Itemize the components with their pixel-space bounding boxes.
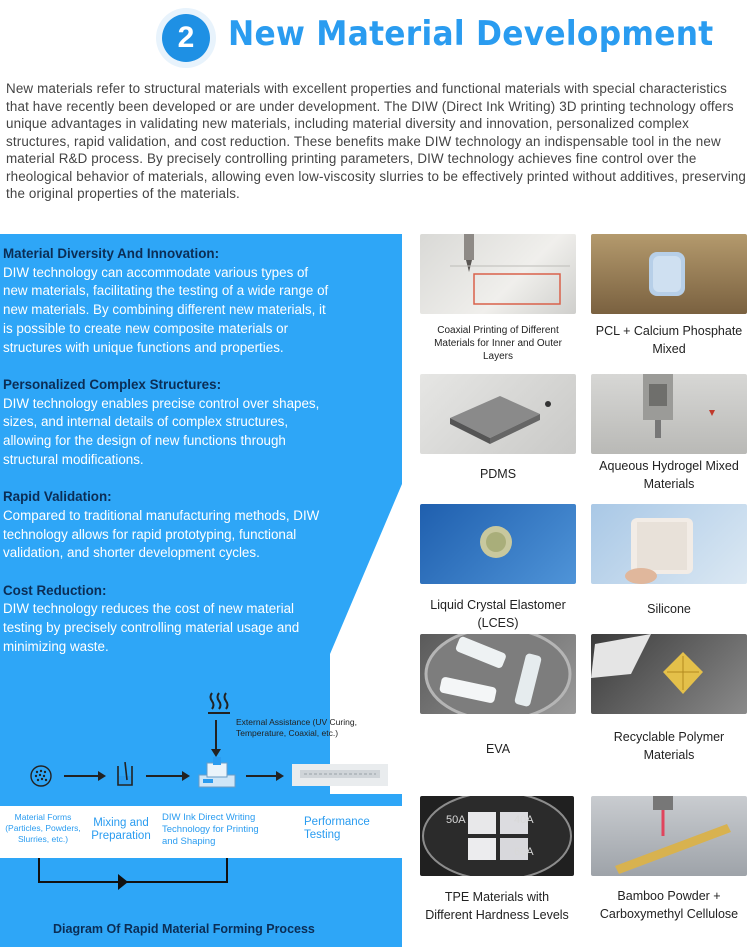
tpe-photo [420,796,574,876]
feature-item [3,488,333,563]
down-arrow-line [215,720,217,752]
process-arrow [246,775,282,777]
loop-arrow-head [118,874,128,890]
particles-icon [30,765,52,787]
feature-title: Rapid Validation: [3,489,112,505]
step-label-diw-printing: DIW Ink Direct Writing Technology for Printing and Shaping [162,812,259,847]
caption-lce: Liquid Crystal Elastomer (LCES) [430,598,566,630]
pdms-photo [420,374,576,454]
features-list [3,245,333,675]
caption-hydrogel: Aqueous Hydrogel Mixed Materials [599,459,739,491]
loop-line-left [38,858,40,882]
feature-item [3,245,333,357]
hardness-label-40a: 40A [514,814,534,826]
recyclable-polymer-photo [591,634,747,714]
external-assistance-note: External Assistance (UV Curing, Temperature, Coaxial, etc.) [236,717,357,738]
step-label-material-forms: Material Forms (Particles, Powders, Slurries, etc.) [5,812,81,844]
step-label-performance-testing: Performance Testing [304,816,370,841]
lce-photo [420,504,576,584]
feature-text: DIW technology can accommodate various types of new materials, facilitating the testing of a wide range of new materials. By combining different new materials, it is possible to create new composite materials or structures with unique functions and properties. [3,264,329,355]
caption-bamboo-powder: Bamboo Powder + Carboxymethyl Cellulose [599,889,739,921]
caption-pdms: PDMS [479,467,517,481]
caption-pcl-calcium: PCL + Calcium Phosphate Mixed [595,324,743,356]
silicone-photo [591,504,747,584]
feature-title: Material Diversity And Innovation: [3,246,220,261]
test-sample-icon [292,760,388,790]
hydrogel-photo [591,374,747,454]
feature-text: DIW technology enables precise control over shapes, sizes, and internal details of complex structures, allowing for the design of new functions through structural modifications. [3,395,320,467]
eva-photo [420,634,576,714]
loop-line-right [226,858,228,883]
caption-eva: EVA [485,742,511,756]
heat-icon [206,690,232,716]
caption-silicone: Silicone [647,602,691,616]
process-arrow [64,775,104,777]
hardness-label-60a: 60A [514,846,534,858]
caption-tpe: TPE Materials with Different Hardness Levels [425,890,569,922]
loop-line-bottom [38,881,228,883]
bamboo-powder-photo [591,796,747,876]
caption-recyclable-polymer: Recyclable Polymer Materials [613,730,725,762]
feature-text: Compared to traditional manufacturing methods, DIW technology allows for rapid prototyping, functional validation, and shorter development cycles. [3,507,320,561]
feature-title: Cost Reduction: [3,582,107,598]
section-number-badge [156,8,216,68]
feature-item [3,582,333,657]
feature-text: DIW technology reduces the cost of new material testing by precisely controlling material usage and minimizing waste. [3,601,300,654]
diagram-title: Diagram Of Rapid Material Forming Process [53,922,315,936]
feature-item [3,376,333,470]
intro-paragraph: New materials refer to structural materials with excellent properties and functional materials with special characteristics that have recently been developed or are under development. The DIW (Direct Ink Writing) 3D printing technology offers unique advantages in validating new materials, including material diversity and innovation, personalized complex structures, rapid validation, and cost reduction. These benefits make DIW technology an indispensable tool in the new material R&D process. By precisely controlling printing parameters, DIW technology achieves fine control over the rheological behavior of materials, allowing even low-viscosity slurries to be effectively printed without additives, preserving the original properties of the materials. [6,81,747,201]
section-number: 2 [162,14,210,62]
coaxial-printing-photo [420,234,576,314]
printer-icon [195,755,239,791]
step-label-mixing: Mixing and Preparation [91,817,151,842]
process-arrow [146,775,188,777]
beaker-icon [114,762,136,788]
page-title: New Material Development [228,14,714,54]
section-header [0,0,750,80]
feature-title: Personalized Complex Structures: [3,376,222,392]
caption-coaxial-printing: Coaxial Printing of Different Materials for Inner and Outer Layers [434,325,562,362]
pcl-calcium-photo [591,234,747,314]
hardness-label-50a: 50A [446,814,466,826]
